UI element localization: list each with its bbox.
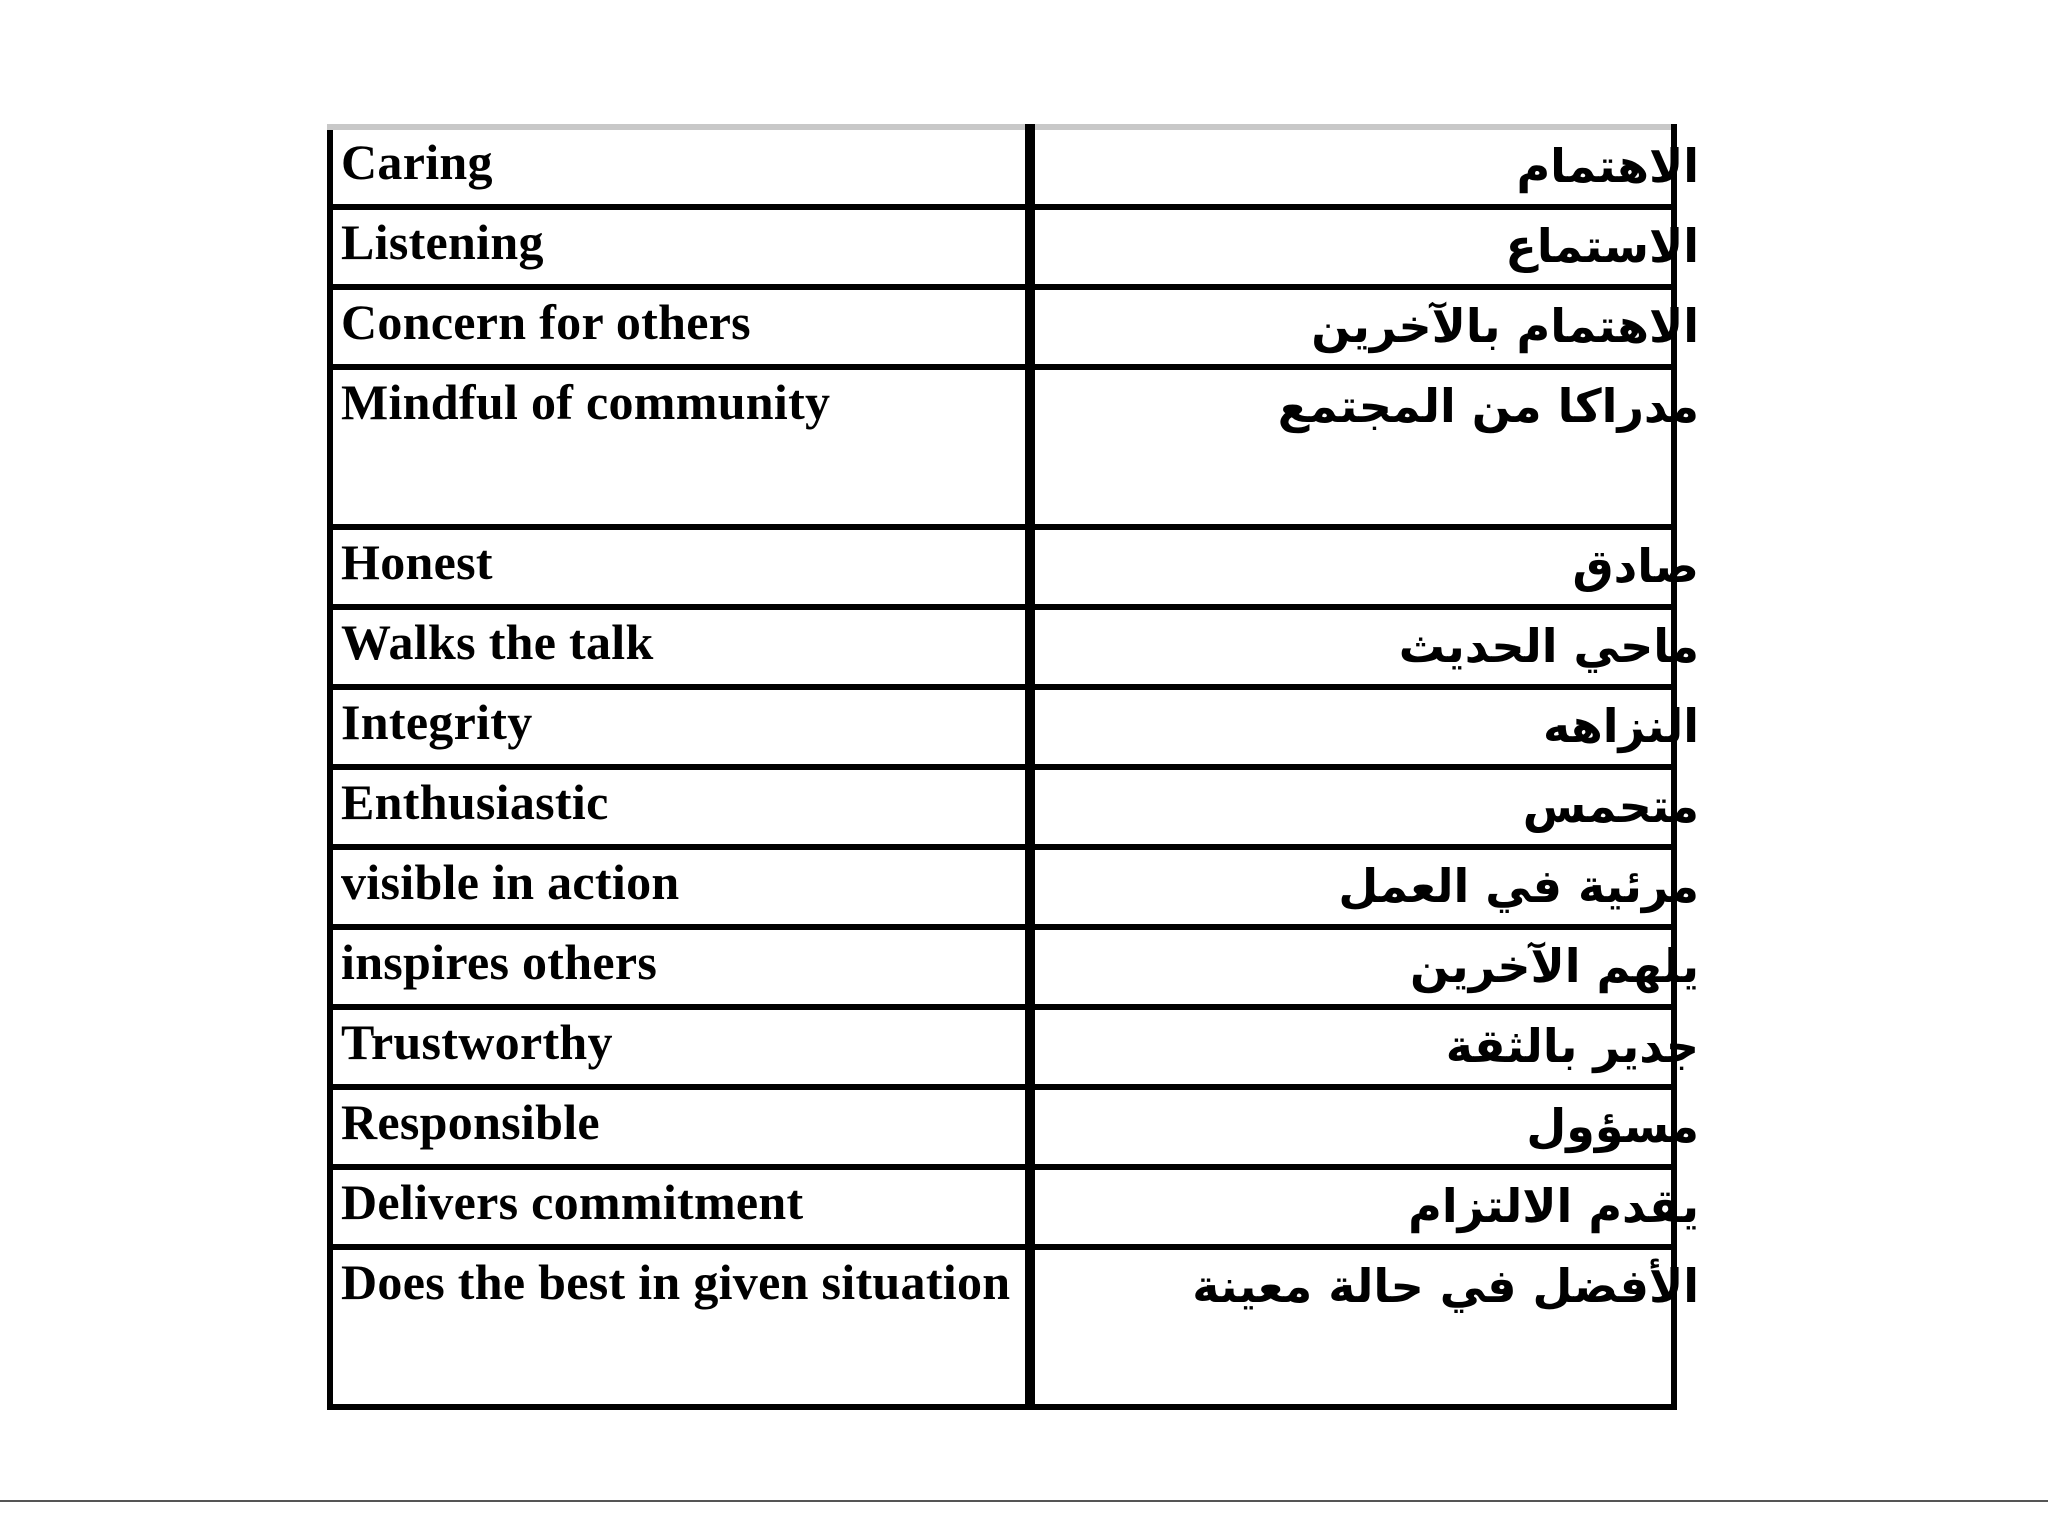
arabic-text: مسؤول <box>1526 1099 1699 1153</box>
arabic-text: النزاهه <box>1543 699 1699 753</box>
table-row <box>330 1007 1674 1087</box>
arabic-text: الاهتمام <box>1516 139 1699 193</box>
table-row <box>330 287 1674 367</box>
english-cell: inspires others <box>330 927 1030 1007</box>
arabic-text: صادق <box>1572 539 1699 593</box>
english-cell: Mindful of community <box>330 367 1030 527</box>
arabic-cell <box>1030 927 1699 1007</box>
arabic-text: الاهتمام بالآخرين <box>1311 299 1699 353</box>
arabic-text: مرئية في العمل <box>1338 859 1699 913</box>
table-row <box>330 1247 1674 1407</box>
english-cell: visible in action <box>330 847 1030 927</box>
arabic-cell <box>1030 1167 1699 1247</box>
values-table <box>327 124 1699 1410</box>
table-row <box>330 127 1674 207</box>
english-cell: Listening <box>330 207 1030 287</box>
table-row <box>330 527 1674 607</box>
english-cell: Does the best in given situation <box>330 1247 1030 1407</box>
arabic-cell <box>1030 1247 1699 1407</box>
english-cell: Honest <box>330 527 1030 607</box>
english-cell: Walks the talk <box>330 607 1030 687</box>
arabic-text: الأفضل في حالة معينة <box>1192 1259 1699 1313</box>
arabic-cell <box>1030 1007 1699 1087</box>
english-cell: Caring <box>330 127 1030 207</box>
english-cell: Delivers commitment <box>330 1167 1030 1247</box>
table-row <box>330 367 1674 527</box>
arabic-text: ماحي الحديث <box>1398 619 1699 673</box>
table-row <box>330 1167 1674 1247</box>
table-row <box>330 847 1674 927</box>
arabic-cell <box>1030 207 1699 287</box>
arabic-cell <box>1030 127 1699 207</box>
english-cell: Integrity <box>330 687 1030 767</box>
arabic-text: جدير بالثقة <box>1445 1019 1699 1073</box>
bottom-divider <box>0 1500 2048 1502</box>
english-cell: Enthusiastic <box>330 767 1030 847</box>
arabic-cell <box>1030 367 1699 527</box>
table-row <box>330 607 1674 687</box>
arabic-text: مدراكا من المجتمع <box>1277 379 1699 433</box>
english-cell: Trustworthy <box>330 1007 1030 1087</box>
table-row <box>330 1087 1674 1167</box>
arabic-cell <box>1030 767 1699 847</box>
arabic-cell <box>1030 1087 1699 1167</box>
arabic-text: متحمس <box>1522 779 1699 833</box>
table-row <box>330 767 1674 847</box>
table-row <box>330 687 1674 767</box>
english-cell: Responsible <box>330 1087 1030 1167</box>
arabic-cell <box>1030 287 1699 367</box>
arabic-cell <box>1030 527 1699 607</box>
english-cell: Concern for others <box>330 287 1030 367</box>
arabic-cell <box>1030 607 1699 687</box>
arabic-cell <box>1030 847 1699 927</box>
table-row <box>330 207 1674 287</box>
arabic-text: يقدم الالتزام <box>1408 1179 1699 1233</box>
table-row <box>330 927 1674 1007</box>
arabic-cell <box>1030 687 1699 767</box>
arabic-text: يلهم الآخرين <box>1410 939 1699 993</box>
arabic-text: الاستماع <box>1505 219 1699 273</box>
